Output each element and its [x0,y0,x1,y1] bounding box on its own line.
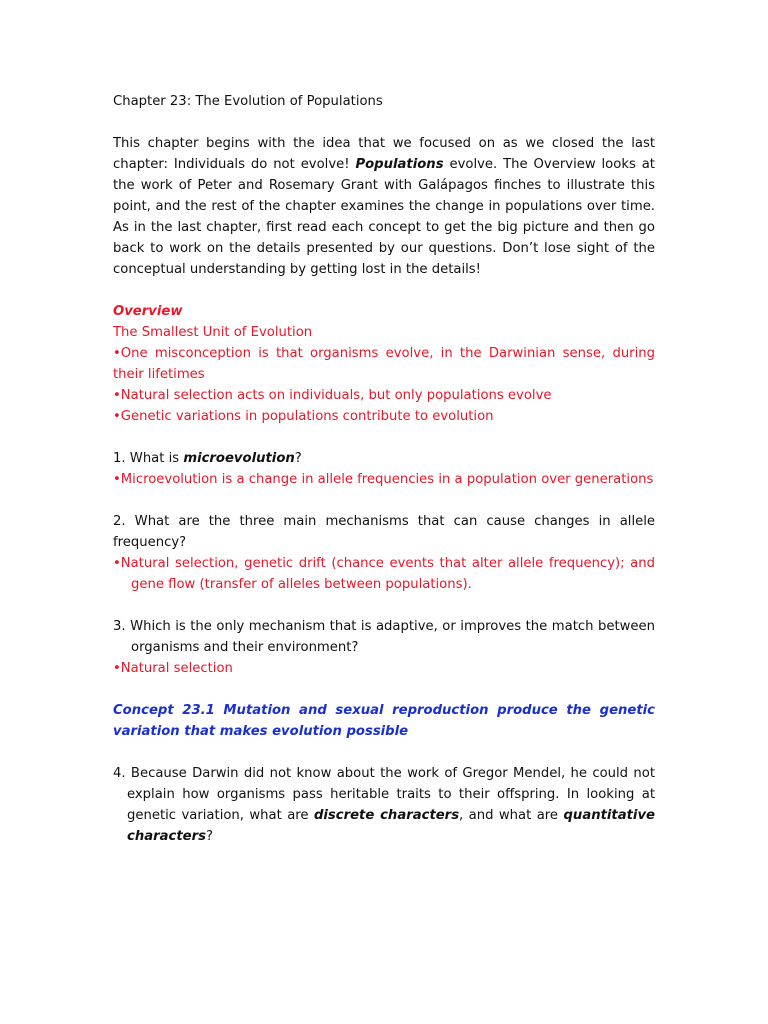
concept-heading: Concept 23.1 Mutation and sexual reproduction produce the genetic variation that makes evolution possible [113,703,655,739]
question-4-term-2: quantitative characters [127,808,655,844]
question-4-text-3: ? [205,829,213,844]
question-4-term-1: discrete characters [313,808,460,823]
question-2: 2. What are the three main mechanisms that can cause changes in allele frequency? [113,514,655,550]
question-1 [113,448,655,469]
overview-heading: Overview [113,304,183,319]
chapter-title: Chapter 23: The Evolution of Populations [113,94,383,109]
overview-subheading: The Smallest Unit of Evolution [113,325,313,340]
question-3: 3. Which is the only mechanism that is adaptive, or improves the match between organisms and their environment? [113,619,655,655]
intro-emphasis: Populations [355,157,444,172]
answer-3: •Natural selection [113,661,233,676]
question-1-prefix: 1. What is [113,451,184,466]
overview-bullet-1: •One misconception is that organisms evolve, in the Darwinian sense, during their lifetimes [113,346,655,382]
overview-bullet-3: •Genetic variations in populations contribute to evolution [113,409,494,424]
question-1-suffix: ? [294,451,302,466]
answer-2: •Natural selection, genetic drift (chance events that alter allele frequency); and gene flow (transfer of alleles between populations). [113,556,655,592]
question-4-text-2: , and what are [459,808,564,823]
question-1-term: microevolution [183,451,295,466]
intro-text-1: This chapter begins with the idea that we focused on as we closed the last chapter: Individuals do not evolve! [113,136,655,172]
intro-paragraph [113,133,655,280]
overview-bullet-2: •Natural selection acts on individuals, but only populations evolve [113,388,552,403]
answer-1: •Microevolution is a change in allele frequencies in a population over generations [113,472,654,487]
question-4 [113,763,655,847]
intro-text-2: evolve. The Overview looks at the work of Peter and Rosemary Grant with Galápagos finches to illustrate this point, and the rest of the chapter examines the change in populations over time. As in the last chapter, first read each concept to get the big picture and then go back to work on the details presented by our questions. Don’t lose sight of the conceptual understanding by getting lost in the details! [113,157,655,277]
question-4-text-1: 4. Because Darwin did not know about the work of Gregor Mendel, he could not explain how organisms pass heritable traits to their offspring. In looking at genetic variation, what are [113,766,655,823]
document-body [113,91,655,847]
